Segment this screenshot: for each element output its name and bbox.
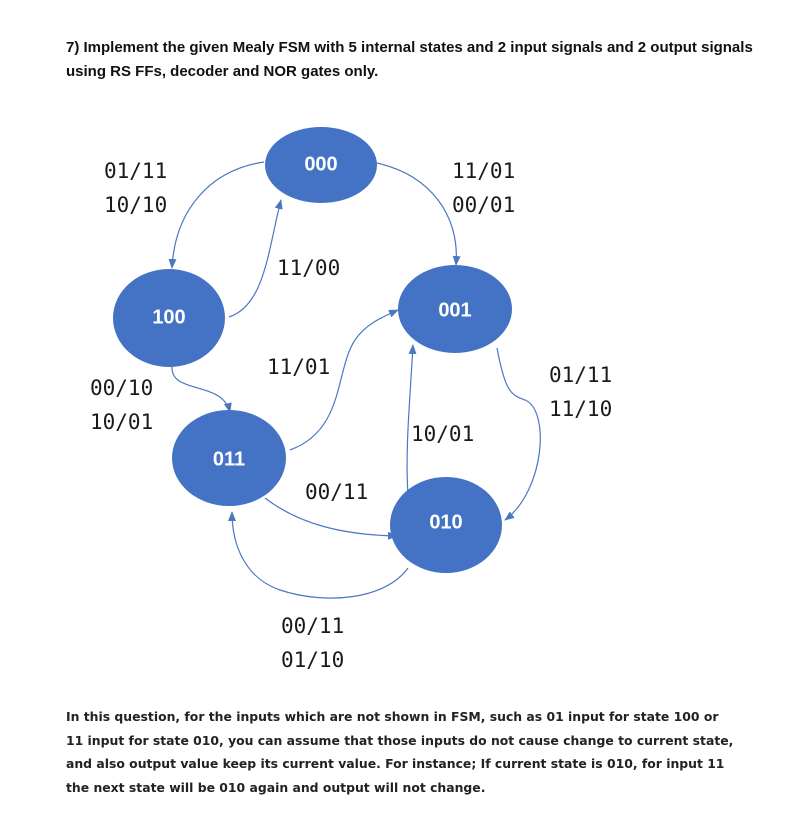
note-text: In this question, for the inputs which are not shown in FSM, such as 01 input for state 100 or 11 input for state 010, you can assume that those inputs do not cause change to current state, and also output value keep its current value. For instance; If current state is 010, for input 11 the next state will be 010 again and output will not change.: [66, 709, 734, 795]
label-000-001-a: 11/01: [452, 159, 516, 183]
label-011-001: 11/01: [267, 355, 331, 379]
edge-001-to-010: [497, 348, 540, 520]
state-011-label: 011: [212, 448, 246, 471]
label-011-010: 00/11: [305, 480, 369, 504]
label-001-010-b: 11/10: [549, 397, 613, 421]
state-100-label: 100: [152, 306, 186, 329]
label-100-011-a: 00/10: [90, 376, 154, 400]
label-010-011-a: 00/11: [281, 614, 345, 638]
state-000: [265, 127, 377, 203]
state-100: [113, 269, 225, 367]
state-010: [390, 477, 502, 573]
edge-000-to-001: [377, 163, 456, 265]
label-010-011-b: 01/10: [281, 648, 345, 672]
label-100-011-b: 10/01: [90, 410, 154, 434]
edge-100-to-011: [172, 366, 230, 412]
state-001-label: 001: [438, 299, 472, 322]
state-001: [398, 265, 512, 353]
label-000-100-b: 10/10: [104, 193, 168, 217]
label-100-000: 11/00: [277, 256, 341, 280]
edge-010-to-001: [407, 345, 413, 495]
state-000-label: 000: [304, 153, 338, 176]
edge-000-to-100: [172, 162, 264, 268]
label-000-100-a: 01/11: [104, 159, 168, 183]
state-010-label: 010: [429, 511, 463, 534]
edge-011-to-001: [290, 310, 398, 450]
question-text: 7) Implement the given Mealy FSM with 5 internal states and 2 input signals and 2 output signals using RS FFs, decoder and NOR gates only.: [66, 39, 753, 80]
edge-100-to-000: [229, 200, 281, 317]
state-011: [172, 410, 286, 506]
label-010-001: 10/01: [411, 422, 475, 446]
label-000-001-b: 00/01: [452, 193, 516, 217]
label-001-010-a: 01/11: [549, 363, 613, 387]
